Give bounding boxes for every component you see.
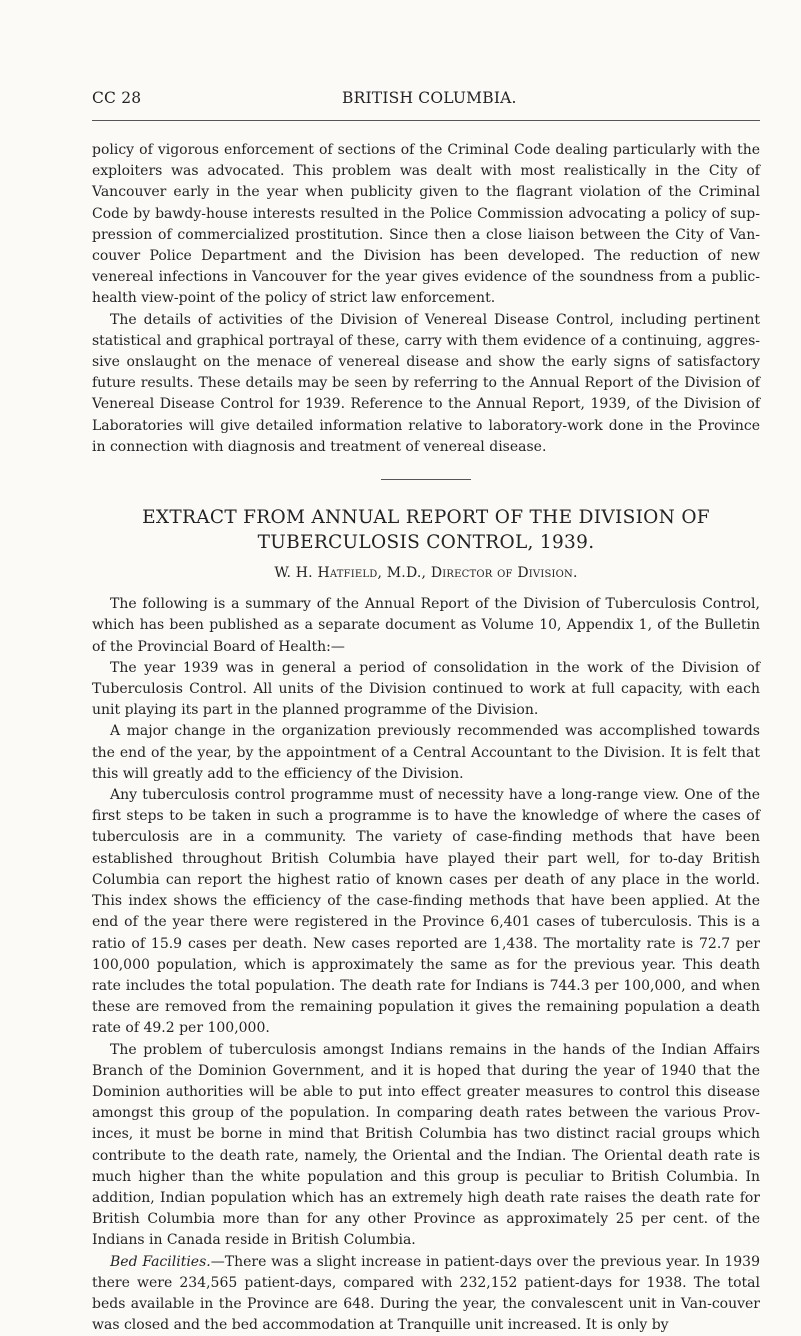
paragraph-bed-facilities	[92, 1252, 760, 1336]
document-body	[92, 140, 760, 1336]
paragraph-organization: A major change in the organization previously recommended was accomplished towards the end of the year, by the appointment of a Central Accountant to the Division. It is felt that this will greatly add to the efficiency of the Division.	[92, 723, 760, 782]
section-divider	[381, 479, 471, 480]
paragraph-summary: The following is a summary of the Annual Report of the Division of Tuberculosis Control, which has been published as a separate document as Volume 10, Appendix 1, of the Bulletin of the Provincial Board of Health:—	[92, 596, 760, 655]
header-rule	[92, 120, 760, 121]
intro-paragraph-1: policy of vigorous enforcement of sections of the Criminal Code dealing particularly with the exploiters was advocated. This problem was dealt with most realistically in the City of Vancouver early in the year when publicity given to the flagrant violation of the Criminal Code by bawdy-house interests resulted in the Police Commission advocating a policy of sup-pression of commercialized prostitution. Since then a close liaison between the City of Van-couver Police Department and the Division has been developed. The reduction of new venereal infections in Vancouver for the year gives evidence of the soundness from a public-health view-point of the policy of strict law enforcement.	[92, 142, 760, 307]
paragraph-case-finding: Any tuberculosis control programme must of necessity have a long-range view. One of the first steps to be taken in such a programme is to have the knowledge of where the cases of tuberculosis are in a community. The variety of case-finding methods that have been established throughout British Columbia have played their part well, for to-day British Columbia can report the highest ratio of known cases per death of any place in the world. This index shows the efficiency of the case-finding methods that have been applied. At the end of the year there were registered in the Province 6,401 cases of tuberculosis. This is a ratio of 15.9 cases per death. New cases reported are 1,438. The mortality rate is 72.7 per 100,000 population, which is approximately the same as for the previous year. This death rate includes the total population. The death rate for Indians is 744.3 per 100,000, and when these are removed from the remaining population it gives the remaining population a death rate of 49.2 per 100,000.	[92, 787, 760, 1037]
section-heading-line-2: TUBERCULOSIS CONTROL, 1939.	[257, 532, 595, 554]
section-heading	[92, 505, 760, 555]
author-byline: W. H. Hatfield, M.D., Director of Division.	[274, 565, 578, 582]
intro-paragraph-2: The details of activities of the Division of Venereal Disease Control, including pertinent statistical and graphical portrayal of these, carry with them evidence of a continuing, aggres-sive onslaught on the menace of venereal disease and show the early signs of satisfactory future results. These details may be seen by referring to the Annual Report of the Division of Venereal Disease Control for 1939. Reference to the Annual Report, 1939, of the Division of Laboratories will give detailed information relative to laboratory-work done in the Province in connection with diagnosis and treatment of venereal disease.	[92, 311, 760, 455]
bed-facilities-title: Bed Facilities.	[110, 1253, 211, 1270]
running-title: BRITISH COLUMBIA.	[342, 89, 517, 107]
paragraph-indians: The problem of tuberculosis amongst Indians remains in the hands of the Indian Affairs Branch of the Dominion Government, and it is hoped that during the year of 1940 that the Dominion authorities will be able to put into effect greater measures to control this disease amongst this group of the population. In comparing death rates between the various Prov-inces, it must be borne in mind that British Columbia has two distinct racial groups which contribute to the death rate, namely, the Oriental and the Indian. The Oriental death rate is much higher than the white population and this group is peculiar to British Columbia. In addition, Indian population which has an extremely high death rate raises the death rate for British Columbia more than for any other Province as approximately 25 per cent. of the Indians in Canada reside in British Columbia.	[92, 1041, 760, 1249]
page-number: CC 28	[92, 89, 142, 107]
paragraph-consolidation: The year 1939 was in general a period of consolidation in the work of the Division of Tuberculosis Control. All units of the Division continued to work at full capacity, with each unit playing its part in the planned programme of the Division.	[92, 659, 760, 719]
bed-facilities-text: —There was a slight increase in patient-days over the previous year. In 1939 there were 234,565 patient-days, compared with 232,152 patient-days for 1938. The total beds available in the Province are 648. During the year, the convalescent unit in Van-couver was closed and the bed accommodation at Tranquille unit increased. It is only by	[92, 1253, 760, 1334]
section-heading-line-1: EXTRACT FROM ANNUAL REPORT OF THE DIVISION OF	[142, 507, 710, 529]
